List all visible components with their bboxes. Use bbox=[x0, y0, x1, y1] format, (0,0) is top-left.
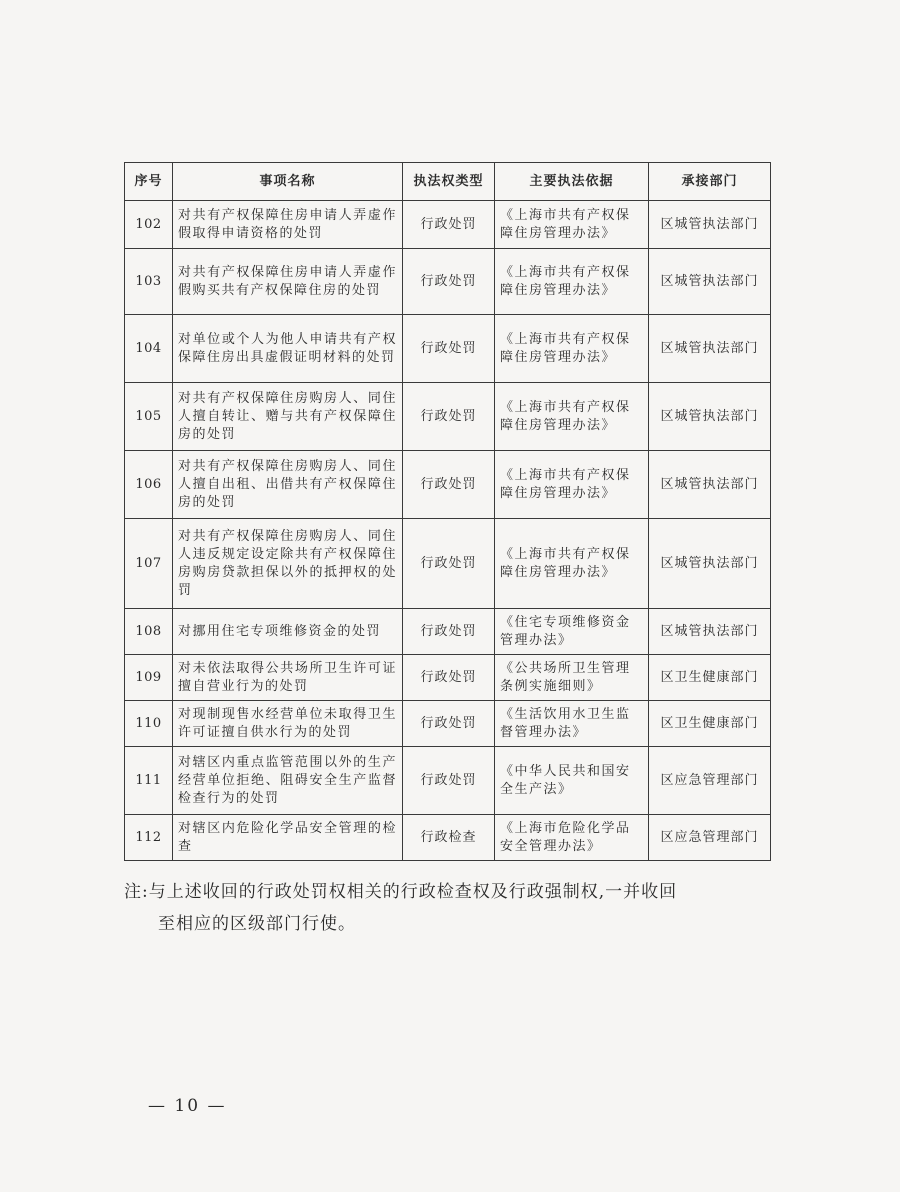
item-name: 对现制现售水经营单位未取得卫生许可证擅自供水行为的处罚 bbox=[173, 701, 403, 747]
legal-basis: 《上海市危险化学品安全管理办法》 bbox=[495, 815, 649, 861]
item-name: 对共有产权保障住房购房人、同住人违反规定设定除共有产权保障住房购房贷款担保以外的抵押权的处罚 bbox=[173, 519, 403, 609]
row-number: 111 bbox=[125, 747, 173, 815]
power-type: 行政处罚 bbox=[403, 701, 495, 747]
legal-basis: 《上海市共有产权保障住房管理办法》 bbox=[495, 519, 649, 609]
department: 区卫生健康部门 bbox=[649, 655, 771, 701]
department: 区城管执法部门 bbox=[649, 451, 771, 519]
table-row bbox=[125, 249, 771, 315]
power-type: 行政处罚 bbox=[403, 249, 495, 315]
item-name: 对单位或个人为他人申请共有产权保障住房出具虚假证明材料的处罚 bbox=[173, 315, 403, 383]
enforcement-items-table bbox=[124, 162, 771, 861]
header-no: 序号 bbox=[125, 163, 173, 201]
department: 区城管执法部门 bbox=[649, 383, 771, 451]
row-number: 110 bbox=[125, 701, 173, 747]
table-row bbox=[125, 383, 771, 451]
header-power-type: 执法权类型 bbox=[403, 163, 495, 201]
department: 区城管执法部门 bbox=[649, 519, 771, 609]
department: 区卫生健康部门 bbox=[649, 701, 771, 747]
item-name: 对辖区内危险化学品安全管理的检查 bbox=[173, 815, 403, 861]
department: 区城管执法部门 bbox=[649, 315, 771, 383]
row-number: 102 bbox=[125, 201, 173, 249]
table-row bbox=[125, 815, 771, 861]
legal-basis: 《生活饮用水卫生监督管理办法》 bbox=[495, 701, 649, 747]
table-row bbox=[125, 701, 771, 747]
row-number: 107 bbox=[125, 519, 173, 609]
power-type: 行政处罚 bbox=[403, 383, 495, 451]
legal-basis: 《上海市共有产权保障住房管理办法》 bbox=[495, 383, 649, 451]
power-type: 行政处罚 bbox=[403, 655, 495, 701]
department: 区城管执法部门 bbox=[649, 609, 771, 655]
row-number: 105 bbox=[125, 383, 173, 451]
table-row bbox=[125, 747, 771, 815]
item-name: 对共有产权保障住房购房人、同住人擅自转让、赠与共有产权保障住房的处罚 bbox=[173, 383, 403, 451]
item-name: 对共有产权保障住房申请人弄虚作假购买共有产权保障住房的处罚 bbox=[173, 249, 403, 315]
row-number: 106 bbox=[125, 451, 173, 519]
legal-basis: 《中华人民共和国安全生产法》 bbox=[495, 747, 649, 815]
footnote-line-1: 注:与上述收回的行政处罚权相关的行政检查权及行政强制权,一并收回 bbox=[124, 882, 678, 902]
item-name: 对挪用住宅专项维修资金的处罚 bbox=[173, 609, 403, 655]
power-type: 行政处罚 bbox=[403, 201, 495, 249]
table-row bbox=[125, 201, 771, 249]
power-type: 行政处罚 bbox=[403, 451, 495, 519]
power-type: 行政检查 bbox=[403, 815, 495, 861]
row-number: 104 bbox=[125, 315, 173, 383]
power-type: 行政处罚 bbox=[403, 519, 495, 609]
footnote bbox=[124, 876, 784, 940]
header-department: 承接部门 bbox=[649, 163, 771, 201]
power-type: 行政处罚 bbox=[403, 315, 495, 383]
legal-basis: 《上海市共有产权保障住房管理办法》 bbox=[495, 249, 649, 315]
item-name: 对辖区内重点监管范围以外的生产经营单位拒绝、阻碍安全生产监督检查行为的处罚 bbox=[173, 747, 403, 815]
table-row bbox=[125, 655, 771, 701]
footnote-line-2: 至相应的区级部门行使。 bbox=[158, 914, 356, 934]
power-type: 行政处罚 bbox=[403, 747, 495, 815]
item-name: 对共有产权保障住房购房人、同住人擅自出租、出借共有产权保障住房的处罚 bbox=[173, 451, 403, 519]
table-row bbox=[125, 519, 771, 609]
department: 区城管执法部门 bbox=[649, 249, 771, 315]
department: 区应急管理部门 bbox=[649, 747, 771, 815]
legal-basis: 《上海市共有产权保障住房管理办法》 bbox=[495, 451, 649, 519]
power-type: 行政处罚 bbox=[403, 609, 495, 655]
header-legal-basis: 主要执法依据 bbox=[495, 163, 649, 201]
department: 区城管执法部门 bbox=[649, 201, 771, 249]
item-name: 对共有产权保障住房申请人弄虚作假取得申请资格的处罚 bbox=[173, 201, 403, 249]
row-number: 103 bbox=[125, 249, 173, 315]
item-name: 对未依法取得公共场所卫生许可证擅自营业行为的处罚 bbox=[173, 655, 403, 701]
legal-basis: 《公共场所卫生管理条例实施细则》 bbox=[495, 655, 649, 701]
table-row bbox=[125, 609, 771, 655]
table-row bbox=[125, 315, 771, 383]
legal-basis: 《住宅专项维修资金管理办法》 bbox=[495, 609, 649, 655]
page-number: — 10 — bbox=[148, 1096, 227, 1116]
header-item-name: 事项名称 bbox=[173, 163, 403, 201]
legal-basis: 《上海市共有产权保障住房管理办法》 bbox=[495, 201, 649, 249]
row-number: 108 bbox=[125, 609, 173, 655]
table-row bbox=[125, 451, 771, 519]
legal-basis: 《上海市共有产权保障住房管理办法》 bbox=[495, 315, 649, 383]
row-number: 112 bbox=[125, 815, 173, 861]
department: 区应急管理部门 bbox=[649, 815, 771, 861]
row-number: 109 bbox=[125, 655, 173, 701]
table-header-row bbox=[125, 163, 771, 201]
